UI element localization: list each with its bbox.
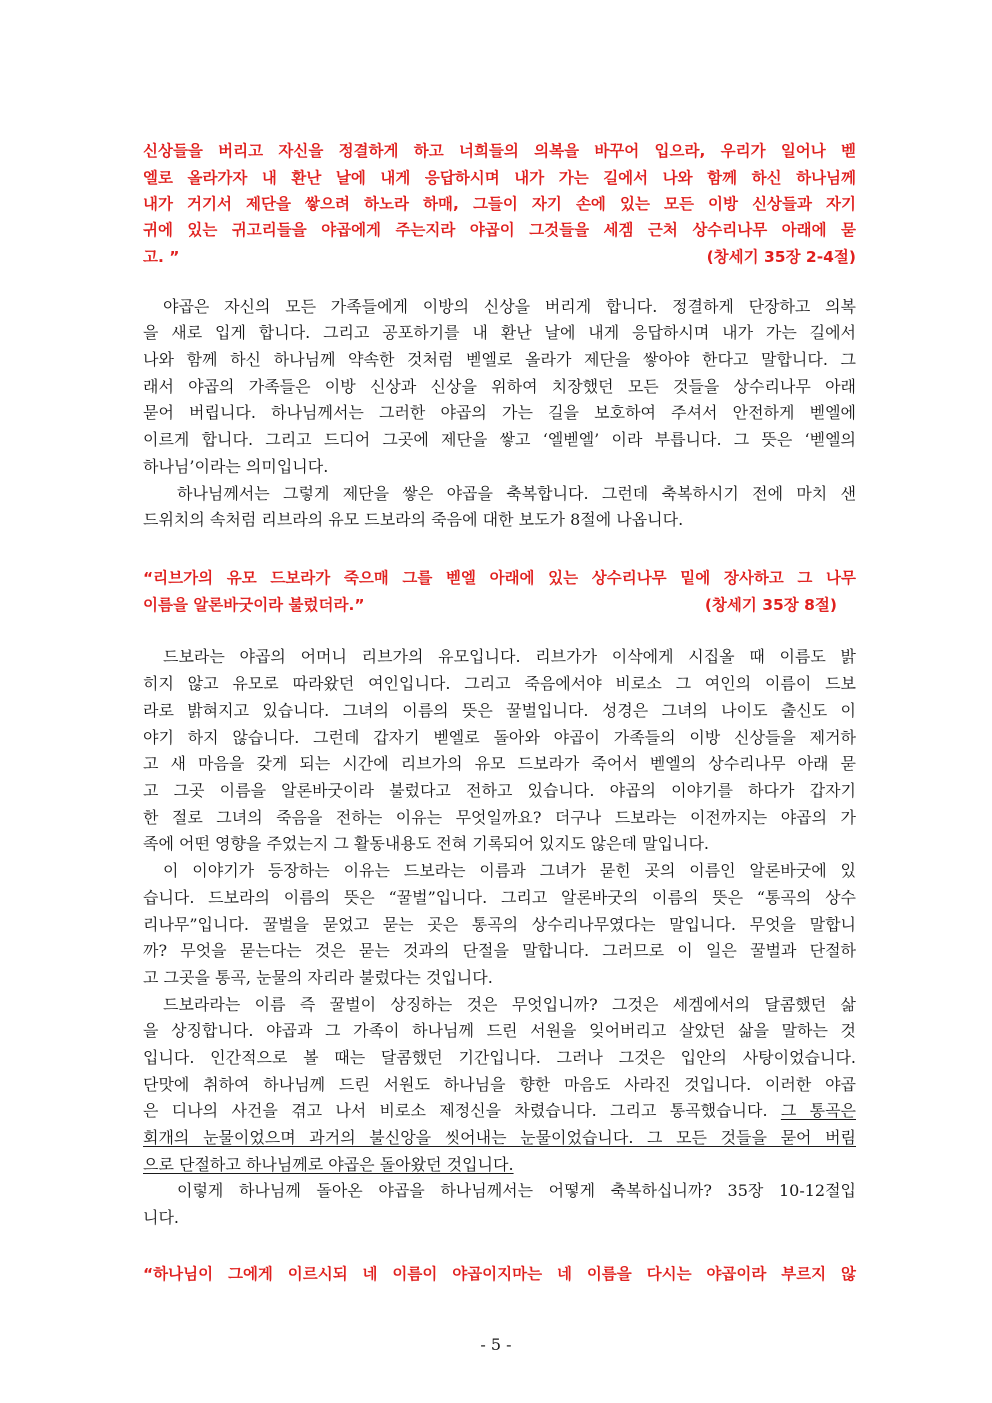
page-number: - 5 - xyxy=(480,1335,512,1354)
text-line: 래서 야곱의 가족들은 이방 신상과 신상을 위하여 치장했던 모든 것들을 상수리나무 아래 xyxy=(143,377,856,396)
text-line: 니다. xyxy=(143,1208,179,1227)
text-line: 하나님께서는 그렇게 제단을 쌓은 야곱을 축복합니다. 그런데 축복하시기 전에 마치 샌 xyxy=(177,484,856,503)
text-line: 까? 무엇을 묻는다는 것은 묻는 것과의 단절을 말합니다. 그러므로 이 일은 꿀벌과 단절하 xyxy=(143,941,856,960)
text-line: 히지 않고 유모로 따라왔던 여인입니다. 그리고 죽음에서야 비로소 그 여인의 이름이 드보 xyxy=(143,674,856,693)
text-line: 이렇게 하나님께 돌아온 야곱을 하나님께서는 어떻게 축복하십니까? 35장 10-12절입 xyxy=(177,1181,856,1200)
quote-line: 엘로 올라가자 내 환난 날에 내게 응답하시며 내가 가는 길에서 나와 함께 하신 하나님께 xyxy=(143,169,856,187)
underlined-text: 회개의 눈물이었으며 과거의 불신앙을 씻어내는 눈물이었습니다. 그 모든 것들을 묻어 버림 xyxy=(143,1128,856,1147)
text-line xyxy=(143,1101,856,1121)
quote-line: 귀에 있는 귀고리들을 야곱에게 주는지라 야곱이 그것들을 세겜 근처 상수리나무 아래에 묻 xyxy=(143,221,856,239)
text-line: 단맛에 취하여 하나님께 드린 서원도 하나님을 향한 마음도 사라진 것입니다. 이러한 야곱 xyxy=(143,1075,856,1094)
underlined-text: 으로 단절하고 하나님께로 야곱은 돌아왔던 것입니다. xyxy=(143,1155,514,1174)
text-line: 족에 어떤 영향을 주었는지 그 활동내용도 전혀 기록되어 있지도 않은데 말입니다. xyxy=(143,834,709,853)
scripture-reference: (창세기 35장 2-4절) xyxy=(706,248,856,266)
text-line: 나와 함께 하신 하나님께 약속한 것처럼 벧엘로 올라가 제단을 쌓아야 한다고 말합니다. 그 xyxy=(143,350,856,369)
text-line: 이 이야기가 등장하는 이유는 드보라는 이름과 그녀가 묻힌 곳의 이름인 알론바굿에 있 xyxy=(163,861,856,880)
text-line: 고 새 마음을 갖게 되는 시간에 리브가의 유모 드보라가 죽어서 벧엘의 상수리나무 아래 묻 xyxy=(143,754,856,773)
text-line: 야기 하지 않습니다. 그런데 갑자기 벧엘로 돌아와 야곱이 가족들의 이방 신상들을 제거하 xyxy=(143,728,856,747)
quote-line: 이름을 알론바굿이라 불렀더라.” xyxy=(143,596,365,614)
quote-line: “하나님이 그에게 이르시되 네 이름이 야곱이지마는 네 이름을 다시는 야곱이라 부르지 않 xyxy=(143,1265,856,1283)
scripture-reference: (창세기 35장 8절) xyxy=(704,596,837,614)
underlined-line xyxy=(143,1128,856,1148)
text-line: 드위치의 속처럼 리브라의 유모 드보라의 죽음에 대한 보도가 8절에 나옵니다. xyxy=(143,510,684,529)
text-line: 한 절로 그녀의 죽음을 전하는 이유는 무엇일까요? 더구나 드보라는 이전까지는 야곱의 가 xyxy=(143,808,856,827)
text-line: 고 그곳 이름을 알론바굿이라 불렀다고 전하고 있습니다. 야곱의 이야기를 하다가 갑자기 xyxy=(143,781,856,800)
text-line: 을 상징합니다. 야곱과 그 가족이 하나님께 드린 서원을 잊어버리고 살았던 삶을 말하는 것 xyxy=(143,1021,856,1040)
quote-line: “리브가의 유모 드보라가 죽으매 그를 벧엘 아래에 있는 상수리나무 밑에 장사하고 그 나무 xyxy=(143,569,856,587)
text-line: 고 그곳을 통곡, 눈물의 자리라 불렀다는 것입니다. xyxy=(143,968,493,987)
text-line: 습니다. 드보라의 이름의 뜻은 “꿀벌”입니다. 그리고 알론바굿의 이름의 뜻은 “통곡의 상수 xyxy=(143,888,856,907)
text-line: 을 새로 입게 합니다. 그리고 공포하기를 내 환난 날에 내게 응답하시며 내가 가는 길에서 xyxy=(143,323,856,342)
text-line: 이르게 합니다. 그리고 드디어 그곳에 제단을 쌓고 ‘엘벧엘’ 이라 부릅니다. 그 뜻은 ‘벧엘의 xyxy=(143,430,856,449)
text-line: 리나무”입니다. 꿀벌을 묻었고 묻는 곳은 통곡의 상수리나무였다는 말입니다. 무엇을 말합니 xyxy=(143,915,856,934)
text-line: 야곱은 자신의 모든 가족들에게 이방의 신상을 버리게 합니다. 정결하게 단장하고 의복 xyxy=(163,297,856,316)
quote-line: 고. ” xyxy=(143,248,180,266)
text-line: 하나님’이라는 의미입니다. xyxy=(143,457,329,476)
quote-line: 신상들을 버리고 자신을 정결하게 하고 너희들의 의복을 바꾸어 입으라, 우리가 일어나 벧 xyxy=(143,142,856,160)
text-line: 드보라라는 이름 즉 꿀벌이 상징하는 것은 무엇입니까? 그것은 세겜에서의 달콤했던 삶 xyxy=(163,995,856,1014)
underlined-text: 그 통곡은 xyxy=(780,1101,856,1120)
text-line: 입니다. 인간적으로 볼 때는 달콤했던 기간입니다. 그러나 그것은 입안의 사탕이었습니다. xyxy=(143,1048,856,1067)
text-line: 드보라는 야곱의 어머니 리브가의 유모입니다. 리브가가 이삭에게 시집올 때 이름도 밝 xyxy=(163,647,856,666)
text-line: 라로 밝혀지고 있습니다. 그녀의 이름의 뜻은 꿀벌입니다. 성경은 그녀의 나이도 출신도 이 xyxy=(143,701,856,720)
quote-line: 내가 거기서 제단을 쌓으려 하노라 하매, 그들이 자기 손에 있는 모든 이방 신상들과 자기 xyxy=(143,195,856,213)
text-span: 은 디나의 사건을 겪고 나서 비로소 제정신을 차렸습니다. 그리고 통곡했습니다. xyxy=(143,1101,781,1120)
text-line: 묻어 버립니다. 하나님께서는 그러한 야곱의 가는 길을 보호하여 주셔서 안전하게 벧엘에 xyxy=(143,403,856,422)
underlined-line xyxy=(143,1155,856,1175)
